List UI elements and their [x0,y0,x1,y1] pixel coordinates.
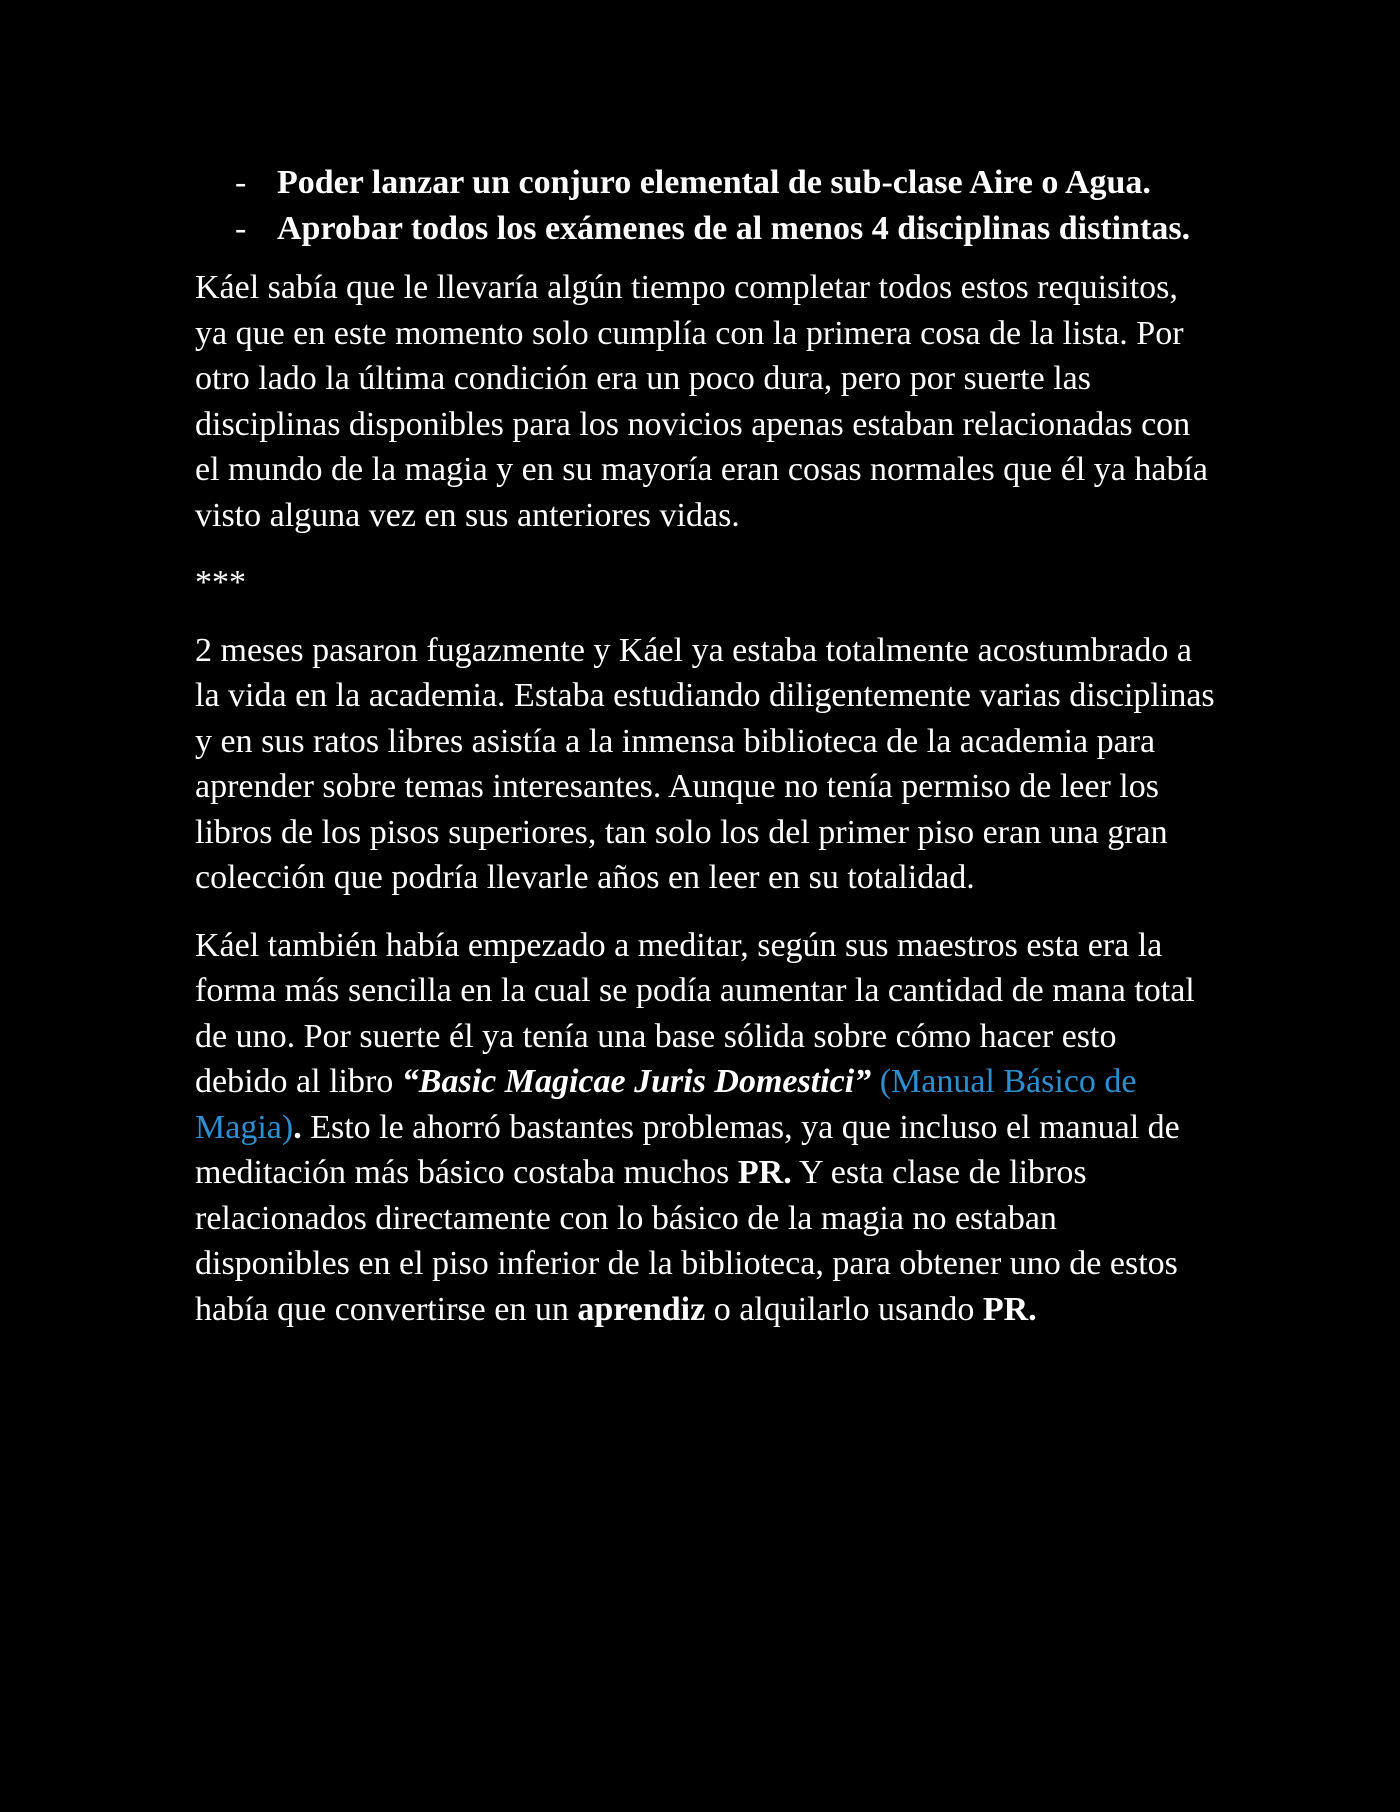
requirements-list [195,160,1215,251]
paragraph-meditation [195,923,1215,1333]
paragraph-requirements: Káel sabía que le llevaría algún tiempo completar todos estos requisitos, ya que en este momento solo cumplía con la primera cosa de la lista. Por otro lado la última condición era un poco dura, pero por suerte las disciplinas disponibles para los novicios apenas estaban relacionadas con el mundo de la magia y en su mayoría eran cosas normales que él ya había visto alguna vez en sus anteriores vidas. [195,269,1209,534]
bullet-text: Aprobar todos los exámenes de al menos 4 disciplinas distintas. [277,209,1191,247]
paragraph-two-months: 2 meses pasaron fugazmente y Káel ya estaba totalmente acostumbrado a la vida en la academia. Estaba estudiando diligentemente varias disciplinas y en sus ratos libres asistía a la inmensa biblioteca de la academia para aprender sobre temas interesantes. Aunque no tenía permiso de leer los libros de los pisos superiores, tan solo los del primer piso eran una gran colección que podría llevarle años en leer en su totalidad. [195,631,1215,896]
aprendiz-term: aprendiz [577,1290,706,1328]
pr-term: PR. [737,1154,792,1191]
section-separator: *** [195,564,246,601]
paragraph-space [871,1063,880,1100]
bullet-text: Poder lanzar un conjuro elemental de sub-clase Aire o Agua. [277,164,1151,201]
book-title: “Basic Magicae Juris Domestici” [401,1063,872,1100]
paragraph-text: Káel también había empezado a meditar, según sus maestros esta era la forma más sencilla en la cual se podía aumentar la cantidad de mana total de uno. Por suerte él ya tenía una base sólida sobre cómo hacer esto debido al libro [195,926,1195,1100]
list-item [195,160,1215,206]
paragraph-period: . [293,1108,302,1146]
pr-term: PR. [982,1290,1037,1328]
bullet-dash: - [235,209,247,247]
paragraph-text: Esto le ahorró bastantes problemas, ya que incluso el manual de meditación más básico costaba muchos [195,1108,1180,1191]
paragraph-text: o alquilarlo usando [705,1290,983,1328]
paragraph-text: Y esta clase de libros relacionados directamente con lo básico de la magia no estaban disponibles en el piso inferior de la biblioteca, para obtener uno de estos había que convertirse en un [195,1154,1178,1328]
bullet-dash: - [235,164,247,201]
book-translation-link[interactable]: (Manual Básico de Magia) [195,1063,1137,1146]
document-page [195,160,1215,1354]
list-item [195,206,1215,252]
